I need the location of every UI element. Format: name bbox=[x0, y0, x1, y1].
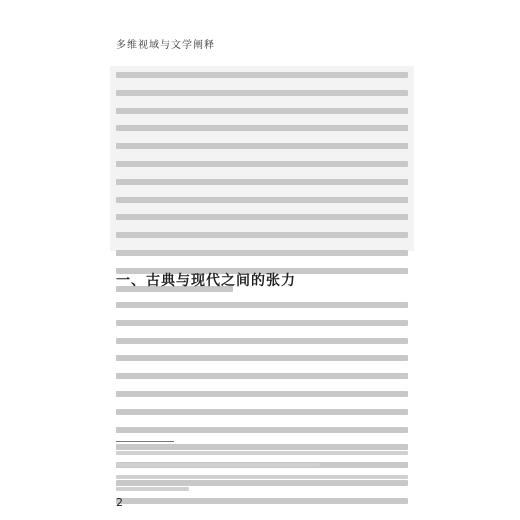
footnote-divider bbox=[116, 441, 174, 442]
text-line bbox=[116, 391, 408, 397]
text-line bbox=[116, 355, 408, 361]
text-line bbox=[116, 108, 408, 114]
footnote-line bbox=[116, 451, 408, 455]
paragraph-upper bbox=[116, 72, 408, 303]
text-line bbox=[116, 444, 408, 450]
text-line bbox=[116, 427, 408, 433]
text-line bbox=[116, 161, 408, 167]
text-line bbox=[116, 214, 408, 220]
section-heading: 一、古典与现代之间的张力 bbox=[116, 273, 296, 289]
text-line bbox=[116, 250, 408, 256]
text-line bbox=[116, 72, 408, 78]
footnote-line bbox=[116, 487, 189, 491]
text-line bbox=[116, 232, 408, 238]
page-number: 2 bbox=[116, 496, 123, 509]
text-line bbox=[116, 179, 408, 185]
text-line bbox=[116, 143, 408, 149]
text-line bbox=[116, 90, 408, 96]
text-line bbox=[116, 302, 408, 308]
text-line bbox=[116, 409, 408, 415]
text-line bbox=[116, 125, 408, 131]
footnote-line bbox=[116, 463, 320, 467]
text-line bbox=[116, 197, 408, 203]
text-line bbox=[116, 338, 408, 344]
running-header: 多维视域与文学阐释 bbox=[116, 40, 215, 51]
footnote-line bbox=[116, 475, 408, 479]
text-line bbox=[116, 373, 408, 379]
text-line bbox=[116, 320, 408, 326]
footnotes bbox=[116, 451, 408, 499]
